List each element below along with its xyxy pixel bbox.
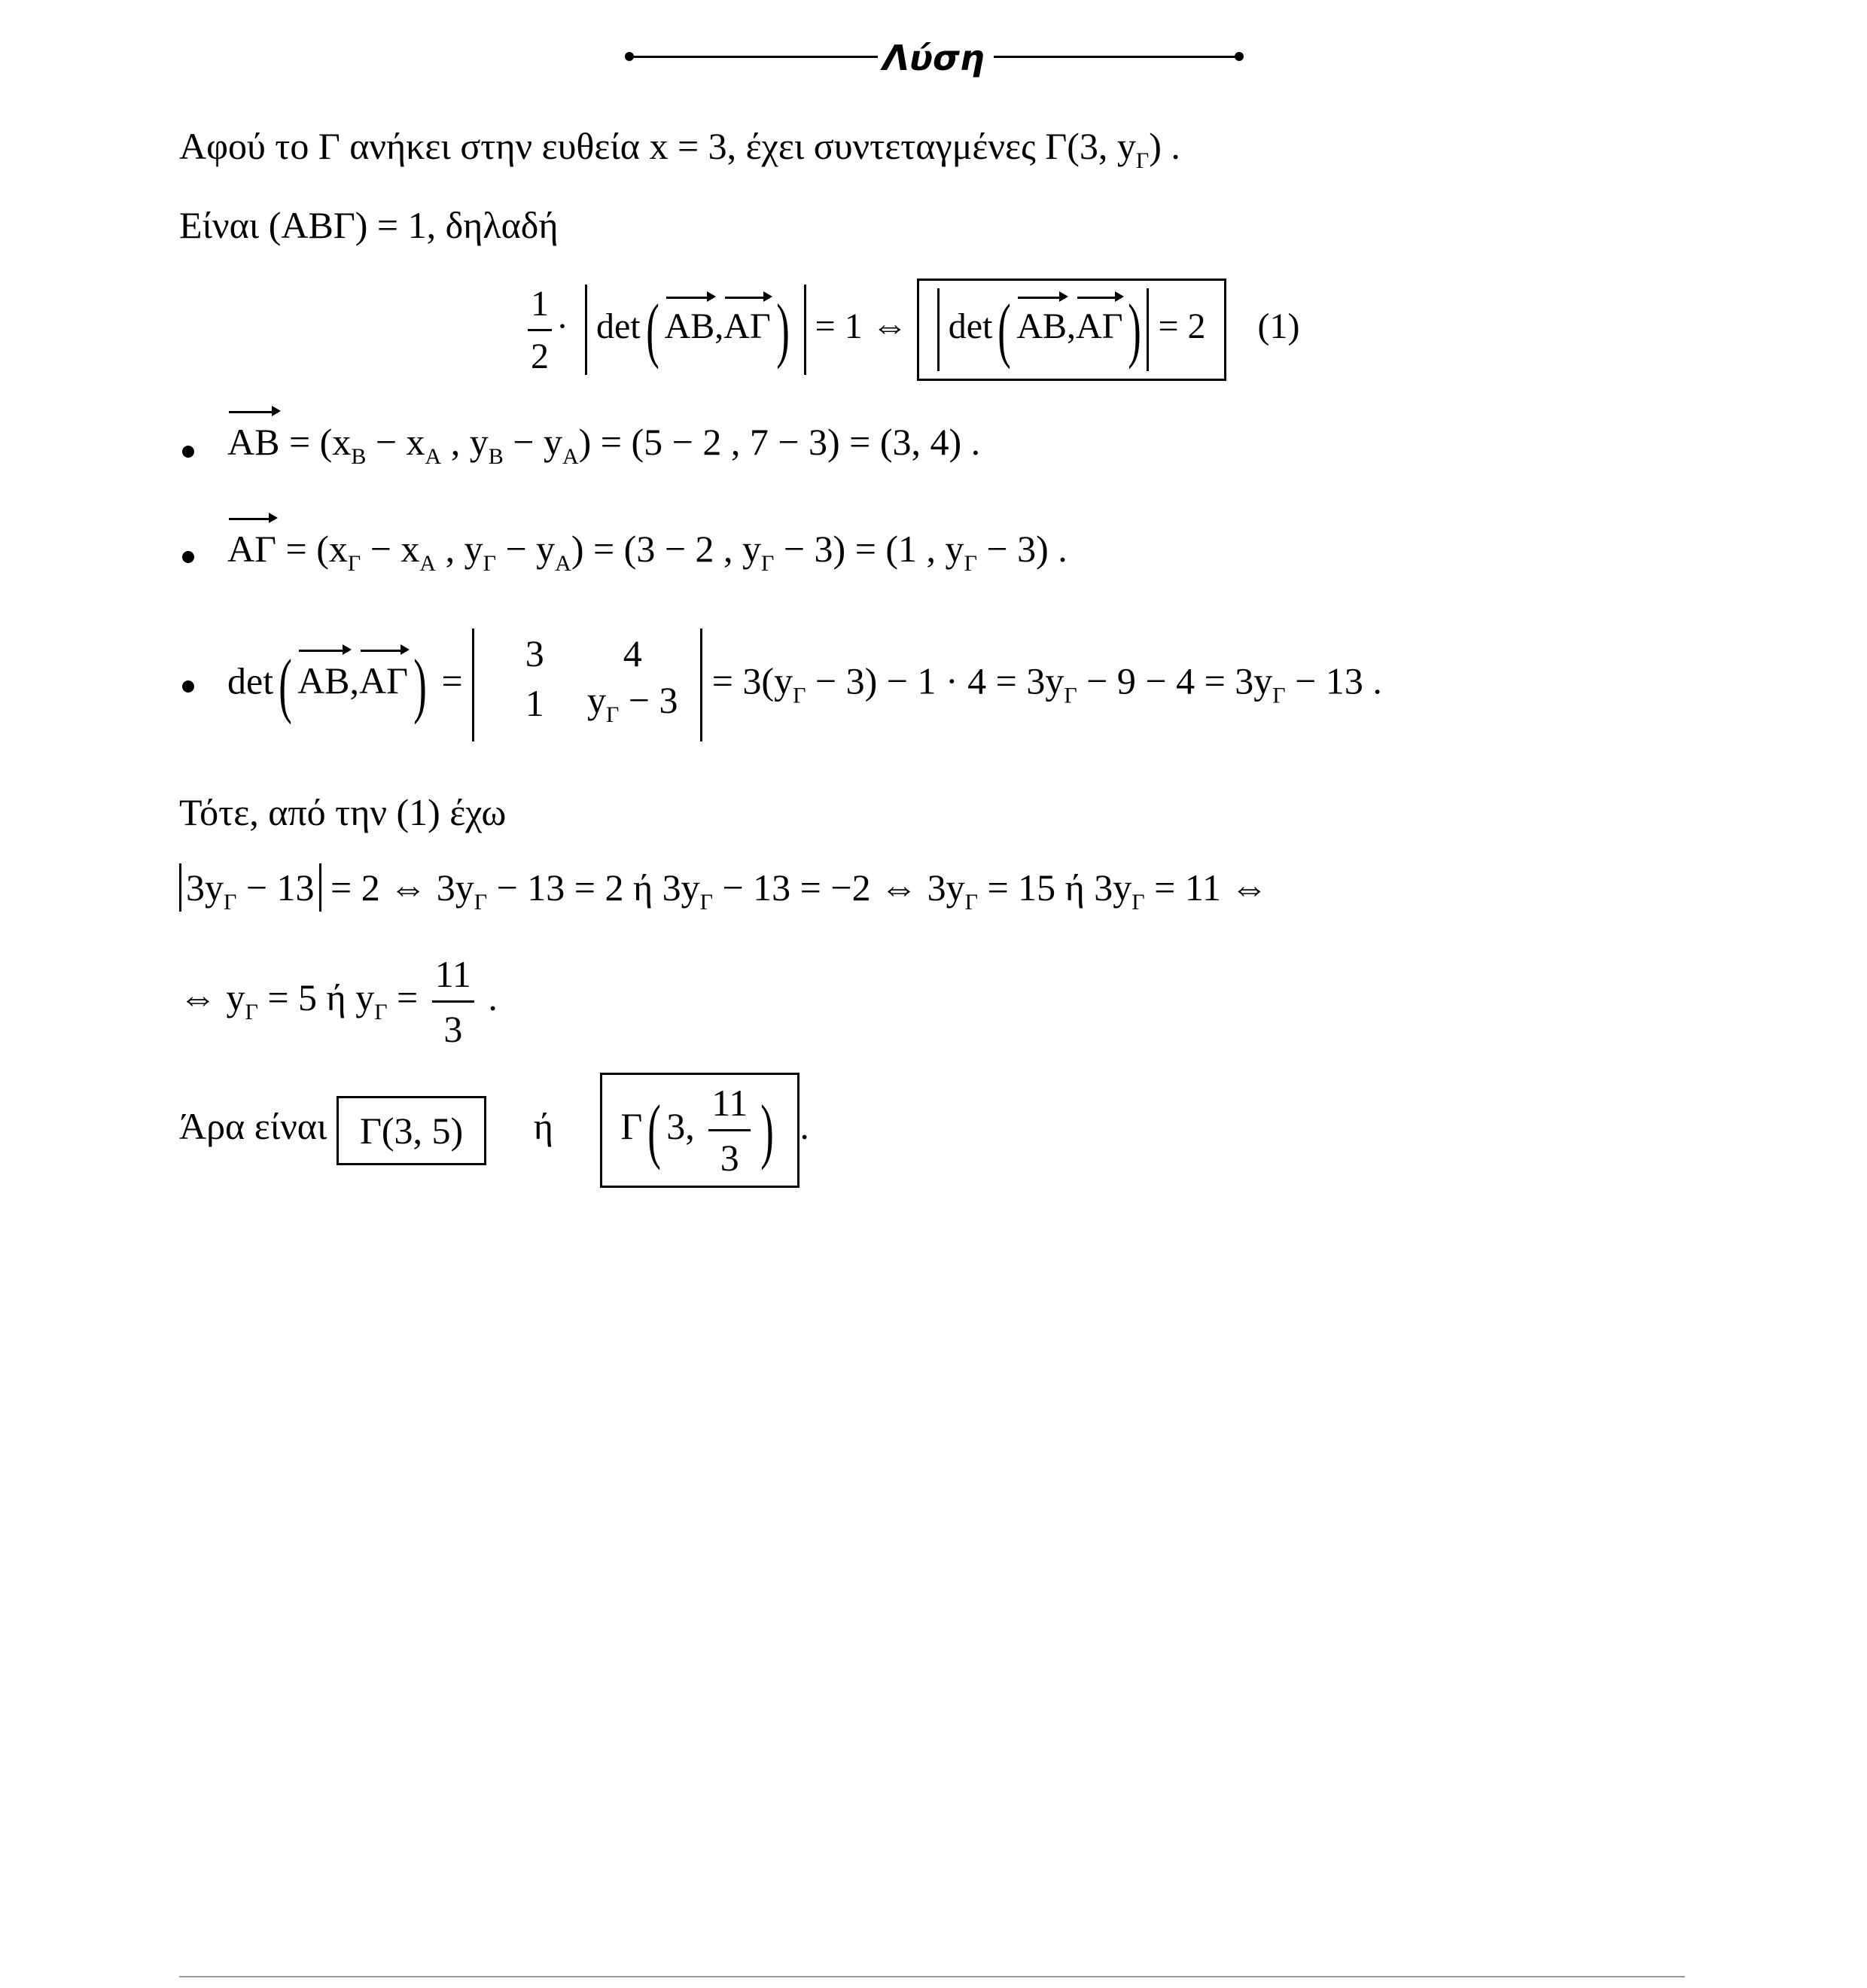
frac-den: 3 [443,1008,463,1050]
vector-ab: ΑΒ [297,659,350,702]
p1-coord-a: Γ(3, y [1045,125,1136,167]
b2-sub-a: Α [555,551,571,576]
b2-x: x [328,528,348,570]
equation-1 [523,279,1299,381]
b2-sub-g: Γ [964,551,977,576]
abs-bar [585,285,587,375]
matrix-cell: 4 [623,632,642,674]
bullet-1 [182,446,194,458]
eq3-a: ⇔ y [179,976,245,1018]
half-num: 1 [528,283,552,331]
boxed-result [917,279,1226,381]
b3-result-b: − 3) − 1 · 4 = 3y [806,659,1064,702]
b2-mid-b: − 3) = (1 , y [774,528,964,570]
b1-eq: = [279,421,320,463]
b1-minus: − [503,421,544,463]
b2-sep: , [436,528,464,570]
comma: , [714,306,724,347]
eq2-sub: Γ [474,890,488,915]
b3-result-a: = 3(y [711,659,793,702]
eq2-f: = 15 ή 3y [977,866,1132,909]
eq2-g: = 11 ⇔ [1144,866,1269,909]
b1-sub-b: Β [351,444,367,469]
eq2-a: 3y [186,866,224,909]
eq3-d: . [478,976,498,1018]
matrix-cell [587,678,678,728]
bullet-3-text [227,629,1382,741]
b2-eq: = [276,528,317,570]
half-den: 2 [531,336,549,376]
fraction-11-3 [432,952,474,1051]
abs-bar [937,288,940,371]
equation-3 [179,952,498,1051]
rule-dot-right [1235,52,1244,61]
final-lead: Άρα είναι [179,1104,337,1147]
vector-ag: ΑΓ [227,528,277,570]
m22-y: y [586,679,606,721]
eq-two: = 2 [1158,306,1206,347]
ans2-a: 3, [666,1104,705,1147]
paragraph-3: Τότε, από την (1) έχω [179,791,507,833]
mult-dot: · [556,306,568,347]
p1-coord-b: ) . [1149,125,1180,167]
abs-expression [179,863,321,915]
b3-result-c: − 9 − 4 = 3y [1077,659,1273,702]
final-or: ή [533,1104,553,1147]
eq3-c: = [387,976,428,1018]
abs-bar [1147,288,1149,371]
eq-one: = 1 ⇔ [815,306,908,347]
heading-text: Λύση [882,38,985,78]
b2-mid: = (3 − 2 , y [583,528,762,570]
det-label: det [948,306,993,347]
b1-y: y [543,421,562,463]
answer-box-2 [600,1073,799,1188]
det-label: det [227,659,274,702]
determinant-matrix [472,629,702,741]
frac-den: 3 [720,1137,739,1179]
paragraph-1 [179,124,1180,174]
b2-tail: − 3) . [976,528,1068,570]
matrix-cell: 3 [525,632,544,674]
p1-coord-sub: Γ [1135,148,1150,173]
vector-ag: ΑΓ [1076,306,1123,347]
bullet-2-text: $A\Gamma = (x_\Gamma - x_A$ , $y_\Gamma - y_A) = (3 - 2$ , $y_\Gamma - 3) = (1$ , $y_\Gamma - 3$) . [227,528,1068,576]
paren-open: ( [997,289,1012,370]
b2-minus: − [495,528,537,570]
b1-sub-a: Α [562,444,579,469]
footer-rule [179,1976,1685,1977]
final-end: . [799,1104,809,1147]
paren-close: ) [1128,289,1142,370]
p1-text-b: , έχει συντεταγμένες [726,125,1046,167]
b1-x: x [332,421,352,463]
b2-sub-a: Α [419,551,437,576]
vector-ab: ΑΒ [1016,306,1068,347]
b2-y: y [536,528,556,570]
paragraph-2: Είναι (ΑΒΓ) = 1, δηλαδή [179,204,559,246]
det-label: det [595,306,641,347]
eq3-b: = 5 ή y [257,976,375,1018]
bullet-3 [182,680,194,693]
vector-ag: ΑΓ [359,659,409,702]
b1-minus: − [366,421,407,463]
frac-num: 11 [432,952,474,1003]
eq2-sub: Γ [1131,890,1145,915]
comma: , [349,659,360,702]
b1-sub-a: Α [425,444,442,469]
b2-sub-g: Γ [761,551,775,576]
abs-bar [804,285,806,375]
equation-label: (1) [1257,306,1300,347]
final-answer [179,1073,809,1188]
matrix-cell: 1 [525,682,544,724]
bullet-2 [182,551,194,563]
rule-right [994,56,1242,58]
b3-eq: = [432,659,473,702]
paren-close: ) [413,644,427,725]
b1-y: y [469,421,489,463]
b3-sub: Γ [1064,683,1077,708]
b1-sub-b: Β [488,444,504,469]
ans2-g: Γ [620,1104,643,1147]
frac-num: 11 [708,1081,751,1131]
p1-eq: x = 3 [649,125,727,167]
b3-result-d: − 13 . [1285,659,1382,702]
eq2-sub: Γ [699,890,713,915]
section-heading [625,38,1242,80]
answer-box-1: Γ(3, 5) [337,1096,486,1165]
eq3-sub: Γ [374,999,388,1024]
b3-sub: Γ [793,683,806,708]
b2-y: y [464,528,483,570]
b2-x: x [401,528,420,570]
b1-sep: , [441,421,470,463]
vector-ab: ΑΒ [227,421,280,463]
b2-sub-g: Γ [347,551,361,576]
b3-sub: Γ [1272,683,1286,708]
m22-tail: − 3 [619,679,678,721]
fraction-11-3 [708,1081,751,1180]
eq2-sub: Γ [964,890,978,915]
eq3-sub: Γ [245,999,258,1024]
bullet-1-text: $AB = (x_B - x_A$ , $y_B - y_A) = (5 - 2$ , 7 − 3) = (3, 4) . [227,421,981,469]
eq2-b: − 13 [236,866,315,909]
vector-ab: ΑΒ [664,306,715,347]
b1-tail: = (5 − 2 , 7 − 3) = (3, 4) . [591,421,981,463]
m22-sub: Γ [605,702,620,727]
comma: , [1067,306,1077,347]
equation-2 [179,866,1268,915]
fraction-half [528,283,552,377]
paren-close: ) [760,1089,775,1171]
eq2-c: = 2 ⇔ 3y [321,866,474,909]
paren-close: ) [775,289,790,370]
eq2-sub: Γ [224,890,237,915]
p1-text-a: Αφού το Γ ανήκει στην ευθεία [179,125,650,167]
b2-sub-g: Γ [483,551,496,576]
paren-open: ( [279,644,292,725]
paren-open: ( [647,1089,662,1171]
vector-ag: ΑΓ [723,306,771,347]
eq2-e: − 13 = −2 ⇔ 3y [712,866,965,909]
paren-open: ( [645,289,659,370]
b2-minus: − [361,528,401,570]
eq2-d: − 13 = 2 ή 3y [487,866,700,909]
b1-x: x [406,421,425,463]
